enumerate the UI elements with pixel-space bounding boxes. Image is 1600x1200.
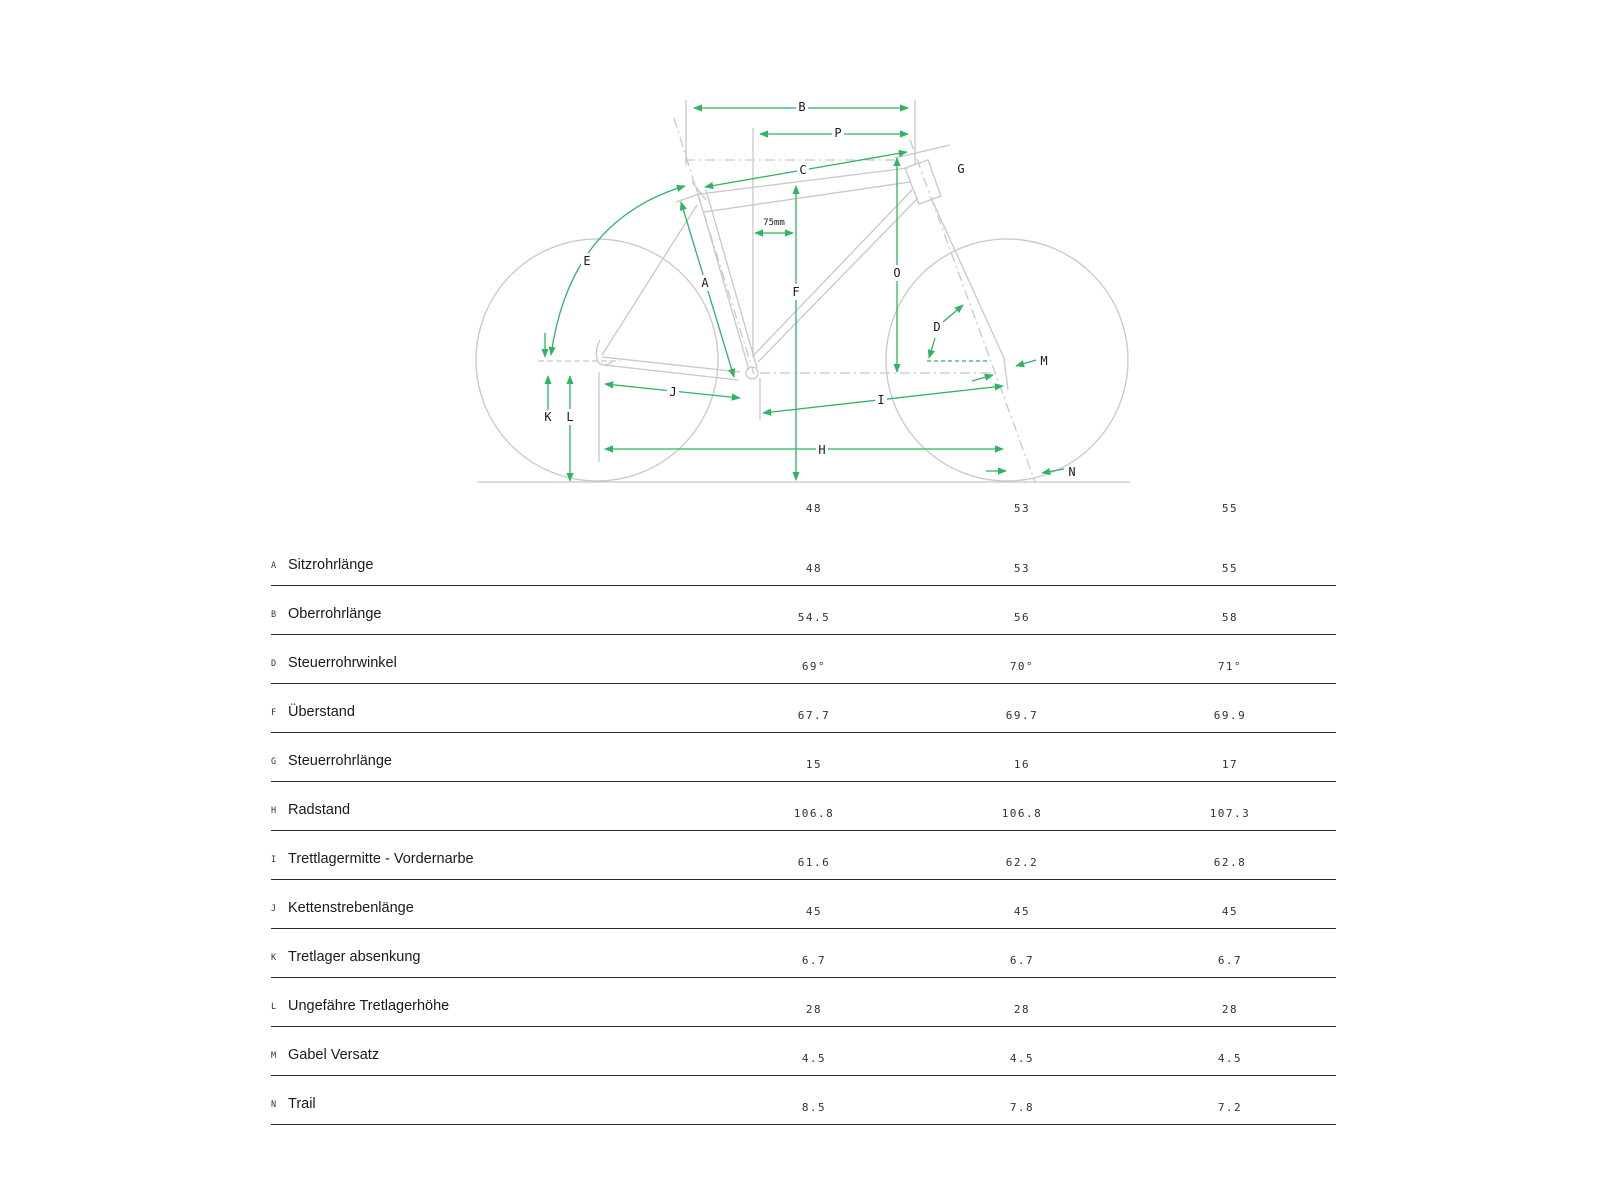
label-e: E xyxy=(583,254,591,268)
row-value: 61.6 xyxy=(797,856,831,869)
row-label: Steuerrohrlänge xyxy=(288,753,392,769)
row-label: Sitzrohrlänge xyxy=(288,557,374,573)
size-column-header: 48 xyxy=(805,502,823,515)
label-k: K xyxy=(544,410,552,424)
dim-d-upper xyxy=(943,305,963,322)
row-value: 28 xyxy=(1221,1003,1239,1016)
steering-axis xyxy=(910,140,1035,482)
label-o: O xyxy=(893,266,901,280)
row-value: 70° xyxy=(1009,660,1035,673)
table-row xyxy=(271,783,1336,831)
row-value: 7.2 xyxy=(1217,1101,1243,1114)
row-code: L xyxy=(271,1002,277,1012)
table-row xyxy=(271,734,1336,782)
label-c: C xyxy=(799,163,807,177)
row-value: 28 xyxy=(805,1003,823,1016)
label-f: F xyxy=(792,285,800,299)
label-n: N xyxy=(1068,465,1076,479)
row-value: 56 xyxy=(1013,611,1031,624)
label-j: J xyxy=(669,385,677,399)
row-value: 55 xyxy=(1221,562,1239,575)
label-g: G xyxy=(957,162,965,176)
row-label: Tretlager absenkung xyxy=(288,949,421,965)
row-code: H xyxy=(271,806,277,816)
row-value: 69.9 xyxy=(1213,709,1247,722)
table-row xyxy=(271,930,1336,978)
row-code: N xyxy=(271,1100,277,1110)
row-value: 69° xyxy=(801,660,827,673)
row-value: 45 xyxy=(1221,905,1239,918)
row-value: 6.7 xyxy=(1217,954,1243,967)
dim-m-right xyxy=(1016,360,1036,366)
size-header-row xyxy=(271,494,1336,516)
row-value: 4.5 xyxy=(801,1052,827,1065)
geometry-rows xyxy=(271,538,1336,1125)
row-label: Radstand xyxy=(288,802,351,818)
dim-d-lower xyxy=(929,338,935,358)
table-row xyxy=(271,587,1336,635)
row-value: 45 xyxy=(1013,905,1031,918)
row-code: M xyxy=(271,1051,277,1061)
row-value: 69.7 xyxy=(1005,709,1039,722)
row-code: G xyxy=(271,757,277,767)
label-p: P xyxy=(834,126,842,140)
table-row xyxy=(271,979,1336,1027)
row-value: 106.8 xyxy=(793,807,835,820)
row-value: 62.2 xyxy=(1005,856,1039,869)
row-label: Kettenstrebenlänge xyxy=(288,900,414,916)
size-column-header: 55 xyxy=(1221,502,1239,515)
row-code: F xyxy=(271,708,277,718)
row-value: 7.8 xyxy=(1009,1101,1035,1114)
row-value: 6.7 xyxy=(1009,954,1035,967)
label-i: I xyxy=(877,393,885,407)
row-value: 4.5 xyxy=(1009,1052,1035,1065)
row-label: Überstand xyxy=(288,704,355,720)
row-value: 67.7 xyxy=(797,709,831,722)
row-value: 48 xyxy=(805,562,823,575)
row-value: 6.7 xyxy=(801,954,827,967)
row-label: Ungefähre Tretlagerhöhe xyxy=(288,998,450,1014)
table-row xyxy=(271,636,1336,684)
table-row xyxy=(271,881,1336,929)
row-value: 16 xyxy=(1013,758,1031,771)
label-d: D xyxy=(933,320,941,334)
row-value: 53 xyxy=(1013,562,1031,575)
row-value: 4.5 xyxy=(1217,1052,1243,1065)
dim-m-left xyxy=(972,375,993,381)
row-value: 62.8 xyxy=(1213,856,1247,869)
row-value: 107.3 xyxy=(1209,807,1251,820)
row-value: 58 xyxy=(1221,611,1239,624)
row-label: Gabel Versatz xyxy=(288,1047,380,1063)
front-wheel xyxy=(886,239,1128,481)
row-code: K xyxy=(271,953,277,963)
label-m: M xyxy=(1040,354,1048,368)
geometry-table xyxy=(271,494,1336,1125)
row-code: D xyxy=(271,659,277,669)
table-row xyxy=(271,538,1336,586)
row-code: B xyxy=(271,610,277,620)
label-h: H xyxy=(818,443,826,457)
row-value: 106.8 xyxy=(1001,807,1043,820)
size-column-header: 53 xyxy=(1013,502,1031,515)
row-value: 28 xyxy=(1013,1003,1031,1016)
row-value: 45 xyxy=(805,905,823,918)
label-a: A xyxy=(701,276,709,290)
row-code: J xyxy=(271,904,277,914)
dimension-arrows xyxy=(551,108,1003,481)
label-b: B xyxy=(798,100,806,114)
table-row xyxy=(271,1077,1336,1125)
row-value: 17 xyxy=(1221,758,1239,771)
table-row xyxy=(271,1028,1336,1076)
row-value: 8.5 xyxy=(801,1101,827,1114)
row-label: Trettlagermitte - Vordernarbe xyxy=(288,851,474,867)
table-row xyxy=(271,832,1336,880)
label-l: L xyxy=(566,410,574,424)
row-label: Trail xyxy=(288,1096,316,1112)
row-label: Steuerrohrwinkel xyxy=(288,655,397,671)
row-value: 71° xyxy=(1217,660,1243,673)
label-offset: 75mm xyxy=(763,218,785,228)
bike-geometry-diagram xyxy=(0,0,1600,500)
row-value: 54.5 xyxy=(797,611,831,624)
row-code: A xyxy=(271,561,277,571)
row-code: I xyxy=(271,855,277,865)
row-value: 15 xyxy=(805,758,823,771)
row-label: Oberrohrlänge xyxy=(288,606,382,622)
table-row xyxy=(271,685,1336,733)
